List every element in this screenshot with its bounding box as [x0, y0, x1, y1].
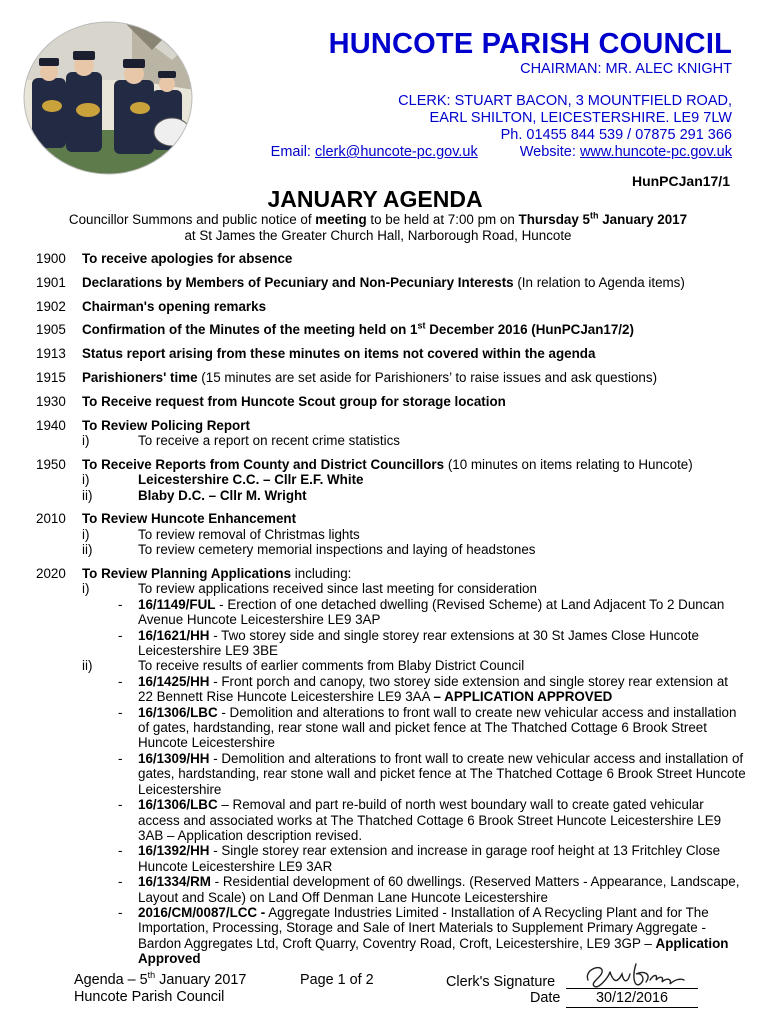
- planning-application: - 2016/CM/0087/LCC - Aggregate Industries Limited - Installation of A Recycling Plant and for The Importation, Processing, Storage and Sale of Inert Materials to Supplement Primary Aggregate - Bardon Aggregates Ltd, Croft Quarry, Coventry Road, Croft, Leicestershire, LE9 3GP – Application Approved: [118, 904, 729, 967]
- email-label: Email:: [270, 144, 315, 160]
- agenda-title: JANUARY AGENDA: [267, 186, 483, 212]
- agenda-item: [36, 275, 746, 290]
- website-link[interactable]: www.huncote-pc.gov.uk: [579, 144, 732, 160]
- footer-council-name: Huncote Parish Council: [74, 989, 225, 1005]
- summons-date: Thursday 5th January 2017: [518, 210, 688, 227]
- page-number: Page 1 of 2: [300, 972, 374, 988]
- signature-label: Clerk's Signature: [446, 974, 556, 990]
- agenda-item: [36, 251, 746, 266]
- agenda-item: [36, 457, 746, 503]
- footer-agenda-date: Agenda – 5th January 2017: [74, 970, 247, 988]
- item-number: 2020: [36, 566, 66, 581]
- item-number: 1901: [36, 274, 66, 290]
- agenda-item: [36, 394, 746, 409]
- signature-date: 30/12/2016: [566, 990, 698, 1008]
- planning-application: - 16/1306/LBC - Demolition and alterations to front wall to create new vehicular access and installation of gates, hardstanding, rear stone wall and picket fence at The Thatched Cottage 6 Brook Street Huncote Leicestershire: [118, 704, 737, 751]
- planning-application: - 16/1425/HH - Front porch and canopy, two storey side extension and single storey rear extension at 22 Bennett Rise Huncote Leicestershire LE9 3AA – APPLICATION APPROVED: [118, 673, 729, 705]
- agenda-item: [36, 418, 746, 449]
- website-label: Website:: [519, 144, 580, 160]
- meeting-summons: [0, 212, 770, 244]
- council-title: HUNCOTE PARISH COUNCIL: [328, 28, 732, 60]
- item-number: 1930: [36, 393, 66, 409]
- summons-time: to be held at 7:00 pm on: [366, 212, 519, 227]
- sub-item: ii) Blaby D.C. – Cllr M. Wright: [82, 487, 307, 503]
- item-number: 1913: [36, 346, 66, 362]
- item-title: To Review Planning Applications: [82, 566, 292, 581]
- agenda-items: [36, 251, 746, 975]
- contact-line: [271, 144, 732, 160]
- date-label: Date: [530, 990, 561, 1006]
- sub-item: ii) To receive results of earlier comments from Blaby District Council: [82, 658, 525, 674]
- planning-application: - 16/1309/HH - Demolition and alterations to front wall to create new vehicular access and installation of gates, hardstanding, rear stone wall and picket fence at The Thatched Cottage 6 Brook Street Huncote Leicestershire: [118, 750, 746, 797]
- planning-application: - 16/1334/RM - Residential development of 60 dwellings. (Reserved Matters - Appearance, Landscape, Layout and Scale) on Land Off Denman Lane Huncote Leicestershire: [118, 874, 740, 905]
- item-title: Confirmation of the Minutes of the meeting held on 1st December 2016 (HunPCJan17/2): [82, 320, 634, 338]
- email-link[interactable]: clerk@huncote-pc.gov.uk: [315, 144, 478, 160]
- item-note: (In relation to Agenda items): [513, 274, 685, 290]
- planning-application: - 16/1149/FUL - Erection of one detached dwelling (Revised Scheme) at Land Adjacent To 2 Duncan Avenue Huncote Leicestershire LE9 3AP: [118, 596, 725, 628]
- sub-item: i) Leicestershire C.C. – Cllr E.F. White: [82, 472, 364, 488]
- item-note: (10 minutes on items relating to Huncote): [444, 456, 693, 472]
- agenda-item: [36, 322, 746, 337]
- item-number: 1905: [36, 322, 66, 338]
- planning-application: - 16/1621/HH - Two storey side and single storey rear extensions at 30 St James Close Huncote Leicestershire LE9 3BE: [118, 627, 699, 659]
- item-number: 2010: [36, 511, 66, 527]
- item-number: 1950: [36, 456, 66, 472]
- sub-item: i) To receive a report on recent crime statistics: [82, 432, 400, 448]
- summons-text: Councillor Summons and public notice of: [68, 212, 316, 227]
- council-logo: [22, 20, 194, 176]
- item-title: Status report arising from these minutes on items not covered within the agenda: [82, 346, 596, 362]
- item-title: To Review Huncote Enhancement: [82, 511, 297, 527]
- item-title: Chairman's opening remarks: [82, 298, 267, 314]
- item-note: (15 minutes are set aside for Parishioners’ to raise issues and ask questions): [197, 369, 658, 385]
- item-title: To Receive request from Huncote Scout group for storage location: [82, 393, 506, 409]
- item-title: To Review Policing Report: [82, 417, 250, 433]
- summons-meeting: meeting: [315, 212, 367, 227]
- planning-application: - 16/1392/HH - Single storey rear extension and increase in garage roof height at 13 Fritchley Close Huncote Leicestershire LE9 3AR: [118, 843, 721, 874]
- item-title: Parishioners' time: [82, 369, 198, 385]
- document-reference: HunPCJan17/1: [631, 173, 730, 189]
- sub-item: ii) To review cemetery memorial inspections and laying of headstones: [82, 542, 536, 558]
- item-title: To receive apologies for absence: [82, 251, 293, 266]
- agenda-item: [36, 566, 746, 967]
- item-number: 1915: [36, 369, 66, 385]
- clerk-signature: [580, 956, 690, 992]
- chairman-line: CHAIRMAN: MR. ALEC KNIGHT: [520, 61, 732, 77]
- agenda-item: [36, 346, 746, 361]
- item-note: including:: [291, 566, 352, 581]
- item-number: 1902: [36, 298, 66, 314]
- sub-item: i) To review applications received since last meeting for consideration: [82, 581, 537, 597]
- phone-line: Ph. 01455 844 539 / 07875 291 366: [500, 127, 732, 143]
- agenda-item: [36, 511, 746, 557]
- agenda-item: [36, 370, 746, 385]
- planning-application: - 16/1306/LBC – Removal and part re-build of north west boundary wall to create gated vehicular access and associated works at The Thatched Cottage 6 Brook Street Huncote Leicestershire LE9 3AB – Application description revised.: [118, 797, 722, 843]
- clerk-address-line2: EARL SHILTON, LEICESTERSHIRE. LE9 7LW: [429, 110, 732, 126]
- item-number: 1940: [36, 417, 66, 433]
- sub-item: i) To review removal of Christmas lights: [82, 526, 360, 542]
- agenda-item: [36, 299, 746, 314]
- item-title: To Receive Reports from County and District Councillors: [82, 456, 445, 472]
- clerk-address-line1: CLERK: STUART BACON, 3 MOUNTFIELD ROAD,: [398, 93, 732, 109]
- summons-venue: at St James the Greater Church Hall, Narborough Road, Huncote: [184, 228, 572, 243]
- item-title: Declarations by Members of Pecuniary and Non-Pecuniary Interests: [82, 274, 514, 290]
- item-number: 1900: [36, 251, 66, 266]
